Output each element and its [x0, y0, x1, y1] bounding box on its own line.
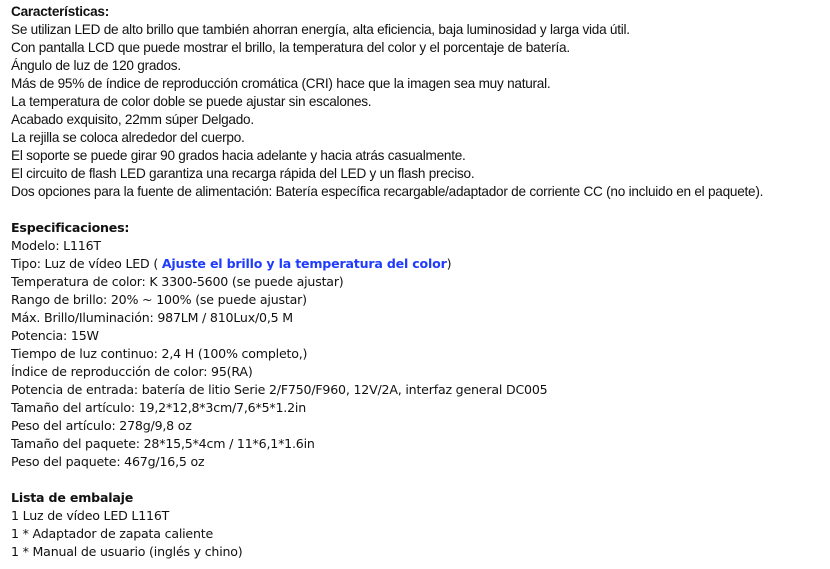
packing-item: 1 * Manual de usuario (inglés y chino)	[11, 544, 243, 559]
features-section	[11, 3, 830, 201]
spec-type-prefix: Tipo: Luz de vídeo LED (	[11, 256, 162, 271]
spec-item: Tiempo de luz continuo: 2,4 H (100% completo,)	[11, 346, 308, 361]
feature-item: La temperatura de color doble se puede ajustar sin escalones.	[11, 94, 372, 109]
spec-type	[11, 255, 830, 273]
feature-item: Con pantalla LCD que puede mostrar el brillo, la temperatura del color y el porcentaje de batería.	[11, 40, 570, 55]
packing-heading: Lista de embalaje	[11, 490, 134, 505]
spec-item: Índice de reproducción de color: 95(RA)	[11, 364, 253, 379]
spec-item: Peso del paquete: 467g/16,5 oz	[11, 454, 205, 469]
adjust-brightness-link[interactable]: Ajuste el brillo y la temperatura del color	[161, 256, 447, 271]
feature-item: Acabado exquisito, 22mm súper Delgado.	[11, 112, 254, 127]
spec-model: Modelo: L116T	[11, 238, 101, 253]
feature-item: El soporte se puede girar 90 grados hacia adelante y hacia atrás casualmente.	[11, 148, 466, 163]
spec-item: Máx. Brillo/Iluminación: 987LM / 810Lux/0,5 M	[11, 310, 293, 325]
spec-type-suffix: )	[446, 256, 452, 271]
features-heading: Características:	[11, 4, 110, 19]
feature-item: Ángulo de luz de 120 grados.	[11, 58, 181, 73]
spec-item: Tamaño del artículo: 19,2*12,8*3cm/7,6*5*1.2in	[11, 400, 306, 415]
packing-item: 1 * Adaptador de zapata caliente	[11, 526, 214, 541]
spec-item: Temperatura de color: K 3300-5600 (se puede ajustar)	[11, 274, 344, 289]
feature-item: Se utilizan LED de alto brillo que también ahorran energía, alta eficiencia, baja luminosidad y larga vida útil.	[11, 22, 630, 37]
specs-heading: Especificaciones:	[11, 220, 130, 235]
feature-item: El circuito de flash LED garantiza una recarga rápida del LED y un flash preciso.	[11, 166, 475, 181]
spec-item: Potencia de entrada: batería de litio Serie 2/F750/F960, 12V/2A, interfaz general DC005	[11, 382, 548, 397]
spec-item: Rango de brillo: 20% ~ 100% (se puede ajustar)	[11, 292, 307, 307]
packing-item: 1 Luz de vídeo LED L116T	[11, 508, 170, 523]
specs-section	[11, 219, 830, 561]
feature-item: Dos opciones para la fuente de alimentación: Batería específica recargable/adaptador de corriente CC (no incluido en el paquete).	[11, 184, 764, 199]
spec-item: Tamaño del paquete: 28*15,5*4cm / 11*6,1*1.6in	[11, 436, 315, 451]
spec-item: Peso del artículo: 278g/9,8 oz	[11, 418, 192, 433]
feature-item: Más de 95% de índice de reproducción cromática (CRI) hace que la imagen sea muy natural.	[11, 76, 551, 91]
spec-item: Potencia: 15W	[11, 328, 99, 343]
feature-item: La rejilla se coloca alrededor del cuerpo.	[11, 130, 245, 145]
